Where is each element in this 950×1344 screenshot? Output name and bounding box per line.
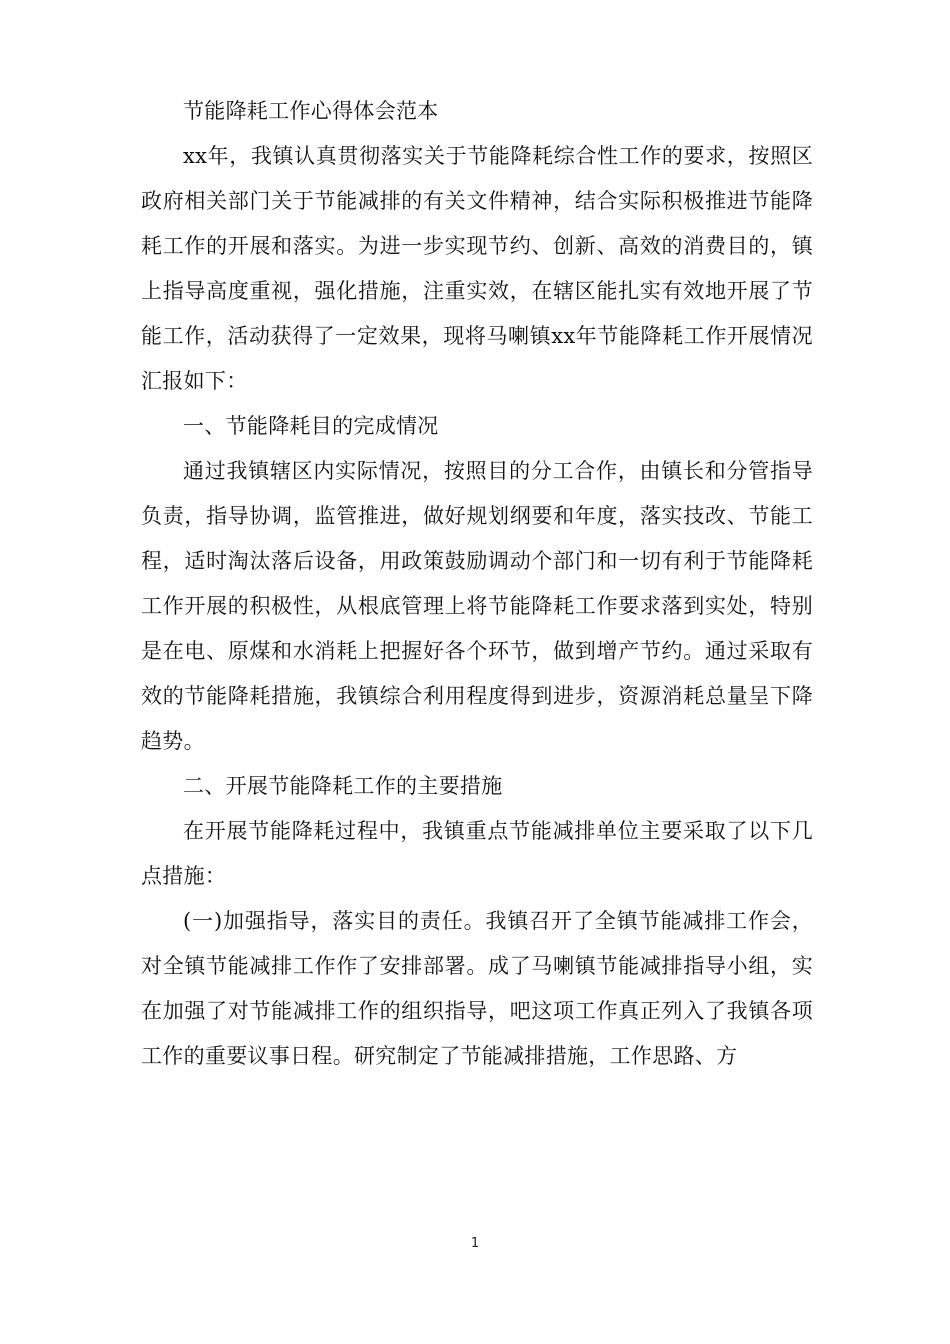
document-title: 节能降耗工作心得体会范本 <box>183 99 439 123</box>
paragraph-intro: xx年，我镇认真贯彻落实关于节能降耗综合性工作的要求，按照区政府相关部门关于节能减排的有关文件精神，结合实际积极推进节能降耗工作的开展和落实。为进一步实现节约、创新、高效的消费目的，镇上指导高度重视，强化措施，注重实效，在辖区能扎实有效地开展了节能工作，活动获得了一定效果，现将马喇镇xx年节能降耗工作开展情况汇报如下： <box>141 144 813 393</box>
paragraph-section-1: 通过我镇辖区内实际情况，按照目的分工合作，由镇长和分管指导负责，指导协调，监管推进，做好规划纲要和年度，落实技改、节能工程，适时淘汰落后设备，用政策鼓励调动个部门和一切有利于节能降耗工作开展的积极性，从根底管理上将节能降耗工作要求落到实处，特别是在电、原煤和水消耗上把握好各个环节，做到增产节约。通过采取有效的节能降耗措施，我镇综合利用程度得到进步，资源消耗总量呈下降趋势。 <box>141 459 813 753</box>
paragraph-section-2-intro: 在开展节能降耗过程中，我镇重点节能减排单位主要采取了以下几点措施： <box>141 819 813 888</box>
section-heading-2: 二、开展节能降耗工作的主要措施 <box>183 774 503 798</box>
document-body <box>141 89 813 1079</box>
page-number: 1 <box>470 1236 480 1251</box>
section-heading-1: 一、节能降耗目的完成情况 <box>183 414 439 438</box>
paragraph-measure-1: (一)加强指导，落实目的责任。我镇召开了全镇节能减排工作会，对全镇节能减排工作作了安排部署。成了马喇镇节能减排指导小组，实在加强了对节能减排工作的组织指导，吧这项工作真正列入了我镇各项工作的重要议事日程。研究制定了节能减排措施，工作思路、方 <box>141 909 813 1068</box>
